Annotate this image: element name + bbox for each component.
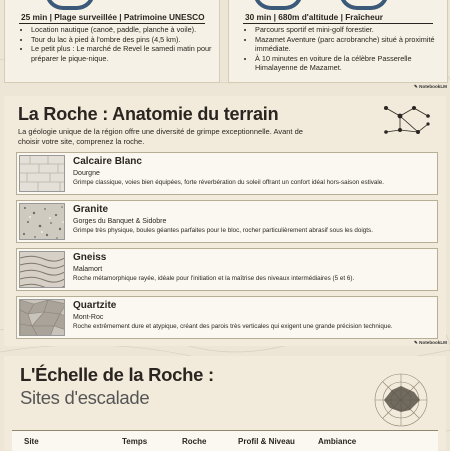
column-header-roche: Roche bbox=[182, 437, 207, 446]
molecule-network-icon bbox=[378, 102, 434, 138]
list-item: • Mazamet Aventure (parc acrobranche) situé à proximité immédiate. bbox=[255, 35, 447, 54]
rock-card-gneiss bbox=[16, 248, 438, 291]
rock-card-quartzite bbox=[16, 296, 438, 339]
notebooklm-watermark: ✎ NotebookLM bbox=[414, 340, 447, 346]
rock-location: Dourgne bbox=[73, 170, 100, 177]
section-subtitle: Sites d'escalade bbox=[20, 387, 150, 408]
lake-card-meta: 25 min | Plage surveillée | Patrimoine UNESCO bbox=[21, 12, 205, 22]
climbing-sites-section bbox=[4, 356, 446, 450]
rock-card-calcaire bbox=[16, 152, 438, 195]
sites-table-header bbox=[12, 430, 438, 451]
wave-illustration bbox=[45, 0, 95, 10]
granite-texture-image bbox=[19, 203, 65, 240]
rock-location: Gorges du Banquet & Sidobre bbox=[73, 218, 167, 225]
section-subtitle: La géologie unique de la région offre une diversité de grimpe exceptionnelle. Avant de choisir votre site, comprenez la roche. bbox=[18, 127, 303, 146]
gneiss-texture-image bbox=[19, 251, 65, 288]
rock-description: Grimpe classique, voies bien équipées, forte réverbération du soleil offrant un confort idéal hors-saison estivale. bbox=[73, 179, 385, 186]
column-header-temps: Temps bbox=[122, 437, 148, 446]
divider bbox=[243, 23, 433, 24]
divider bbox=[19, 23, 205, 24]
tree-illustration bbox=[339, 0, 389, 10]
rock-name: Quartzite bbox=[73, 300, 117, 311]
notebooklm-watermark: ✎ NotebookLM bbox=[414, 84, 447, 90]
forest-card bbox=[228, 0, 448, 83]
section-title: L'Échelle de la Roche : bbox=[20, 364, 214, 385]
quartzite-texture-image bbox=[19, 299, 65, 336]
rock-location: Mont-Roc bbox=[73, 314, 104, 321]
lake-card-bullets bbox=[19, 25, 219, 63]
rock-name: Calcaire Blanc bbox=[73, 156, 142, 167]
mountain-illustration bbox=[253, 0, 303, 10]
forest-card-bullets bbox=[243, 25, 447, 73]
rock-location: Malamort bbox=[73, 266, 103, 273]
forest-card-meta: 30 min | 680m d'altitude | Fraîcheur bbox=[245, 12, 384, 22]
rock-name: Granite bbox=[73, 204, 109, 215]
rock-card-granite bbox=[16, 200, 438, 243]
list-item: • Le petit plus : Le marché de Revel le samedi matin pour préparer le pique-nique. bbox=[31, 44, 219, 63]
list-item: • Tour du lac à pied à l'ombre des pins (4,5 km). bbox=[31, 35, 219, 45]
list-item: • Parcours sportif et mini-golf forestier. bbox=[255, 25, 447, 35]
activity-cards-fragment bbox=[0, 0, 450, 90]
rock-anatomy-section bbox=[4, 96, 446, 346]
rock-description: Roche métamorphique rayée, idéale pour l'initiation et la maîtrise des niveaux intermédiaires (5 et 6). bbox=[73, 275, 355, 282]
rock-description: Roche extrêmement dure et atypique, créant des parois très verticales qui exigent une grande précision technique. bbox=[73, 323, 393, 330]
lake-card bbox=[4, 0, 220, 83]
list-item: • Location nautique (canoë, paddle, planche à voile). bbox=[31, 25, 219, 35]
column-header-profil: Profil & Niveau bbox=[238, 437, 295, 446]
rock-name: Gneiss bbox=[73, 252, 107, 263]
rock-description: Grimpe très physique, boules géantes parfaites pour le bloc, rocher particulièrement abrasif sous les doigts. bbox=[73, 227, 373, 234]
list-item: • À 10 minutes en voiture de la célèbre Passerelle Himalayenne de Mazamet. bbox=[255, 54, 447, 73]
limestone-texture-image bbox=[19, 155, 65, 192]
column-header-ambiance: Ambiance bbox=[318, 437, 357, 446]
column-header-site: Site bbox=[24, 437, 39, 446]
section-title: La Roche : Anatomie du terrain bbox=[18, 104, 279, 124]
radar-diagram-icon bbox=[370, 372, 432, 428]
